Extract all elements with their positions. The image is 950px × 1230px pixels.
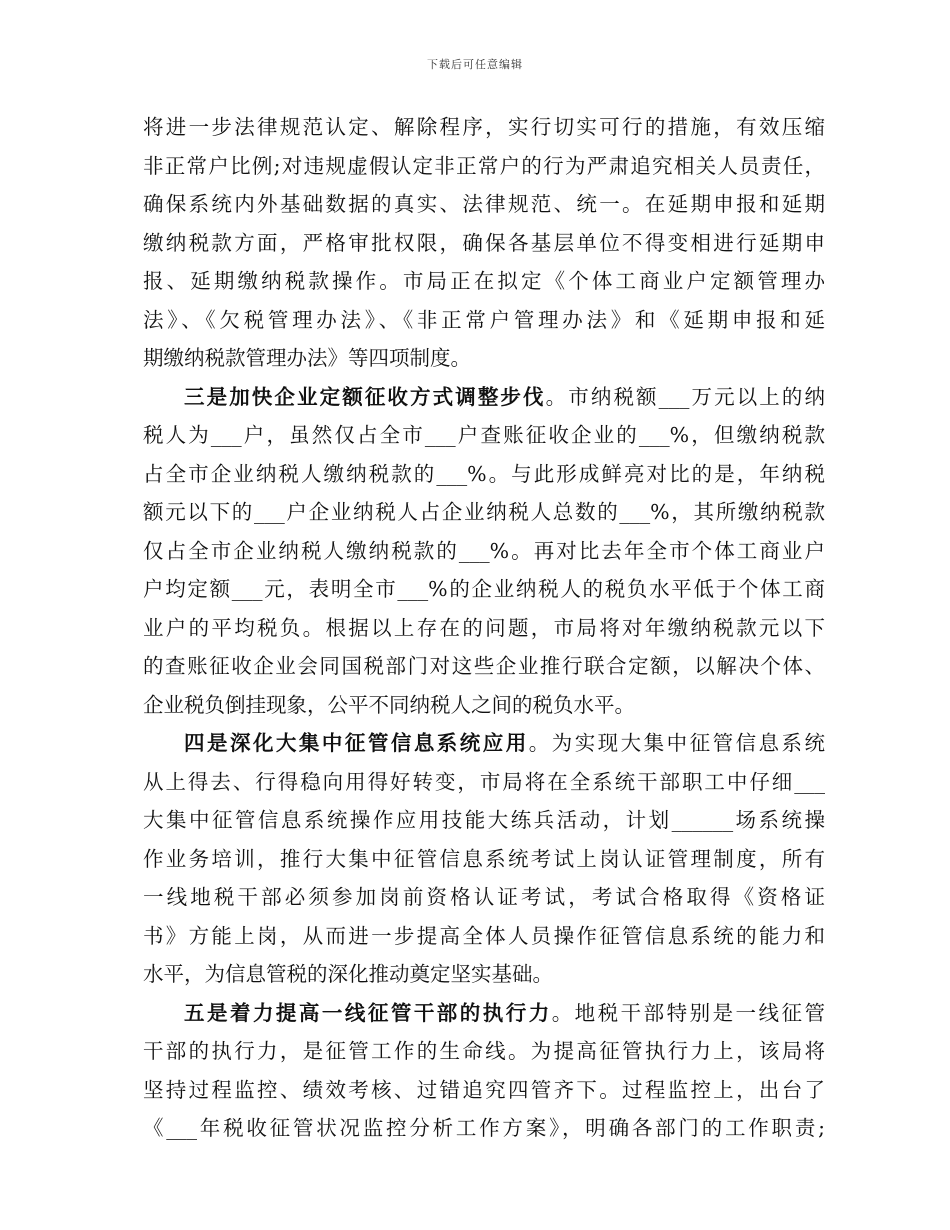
paragraph-heading: 四是深化大集中征管信息系统应用 <box>184 731 529 755</box>
text-line: 的查账征收企业会同国税部门对这些企业推行联合定额，以解决个体、 <box>143 654 825 678</box>
paragraph-1 <box>143 108 825 378</box>
text-line: 干部的执行力，是征管工作的生命线。为提高征管执行力上，该局将 <box>143 1039 825 1063</box>
text-line: 从上得去、行得稳向用得好转变，市局将在全系统干部职工中仔细___ <box>143 769 825 794</box>
text-line: 作业务培训，推行大集中征管信息系统考试上岗认证管理制度，所有 <box>143 846 825 871</box>
text-line: 四是深化大集中征管信息系统应用。为实现大集中征管信息系统 <box>184 731 826 755</box>
text-line: 一线地税干部必须参加岗前资格认证考试，考试合格取得《资格证 <box>143 885 825 909</box>
text-line: 户均定额___元，表明全市___%的企业纳税人的税负水平低于个体工商 <box>143 577 825 601</box>
text-line: 占全市企业纳税人缴纳税款的___%。与此形成鲜亮对比的是，年纳税 <box>143 461 825 486</box>
text-line: 额元以下的___户企业纳税人占企业纳税人总数的___%，其所缴纳税款 <box>143 500 825 524</box>
text-line: 仅占全市企业纳税人缴纳税款的___%。再对比去年全市个体工商业户 <box>143 538 825 563</box>
text-line: 三是加快企业定额征收方式调整步伐。市纳税额___万元以上的纳 <box>184 384 826 409</box>
text-line: 期缴纳税款管理办法》等四项制度。 <box>143 346 471 370</box>
paragraph-4 <box>143 994 825 1148</box>
page-header: 下载后可任意编辑 <box>427 58 523 71</box>
text-line: 五是着力提高一线征管干部的执行力。地税干部特别是一线征管 <box>184 1000 825 1025</box>
text-line: 税人为___户，虽然仅占全市___户查账征收企业的___%，但缴纳税款 <box>143 423 825 447</box>
text-line: 坚持过程监控、绩效考核、过错追究四管齐下。过程监控上，出台了 <box>143 1077 825 1102</box>
text-line: 书》方能上岗，从而进一步提高全体人员操作征管信息系统的能力和 <box>143 923 825 948</box>
text-line: 确保系统内外基础数据的真实、法律规范、统一。在延期申报和延期 <box>143 192 825 216</box>
text-line: 报、延期缴纳税款操作。市局正在拟定《个体工商业户定额管理办 <box>143 269 825 293</box>
text-line: 水平，为信息管税的深化推动奠定坚实基础。 <box>143 962 553 986</box>
text-line: 大集中征管信息系统操作应用技能大练兵活动，计划______场系统操 <box>143 808 825 832</box>
text-line: 业户的平均税负。根据以上存在的问题，市局将对年缴纳税款元以下 <box>143 615 825 640</box>
text-line: 企业税负倒挂现象，公平不同纳税人之间的税负水平。 <box>143 692 635 717</box>
paragraph-heading: 三是加快企业定额征收方式调整步伐 <box>184 384 546 409</box>
paragraph-heading: 五是着力提高一线征管干部的执行力 <box>184 1000 552 1025</box>
text-line: 非正常户比例;对违规虚假认定非正常户的行为严肃追究相关人员责任， <box>143 153 825 178</box>
document-body <box>143 108 825 1148</box>
text-line: 法》、《欠税管理办法》、《非正常户管理办法》和《延期申报和延 <box>143 307 825 332</box>
text-line: 缴纳税款方面，严格审批权限，确保各基层单位不得变相进行延期申 <box>143 230 825 255</box>
paragraph-2 <box>143 378 825 725</box>
paragraph-3 <box>143 724 825 994</box>
text-line: 将进一步法律规范认定、解除程序，实行切实可行的措施，有效压缩 <box>143 115 825 139</box>
text-line: 《___年税收征管状况监控分析工作方案》，明确各部门的工作职责; <box>143 1116 825 1140</box>
